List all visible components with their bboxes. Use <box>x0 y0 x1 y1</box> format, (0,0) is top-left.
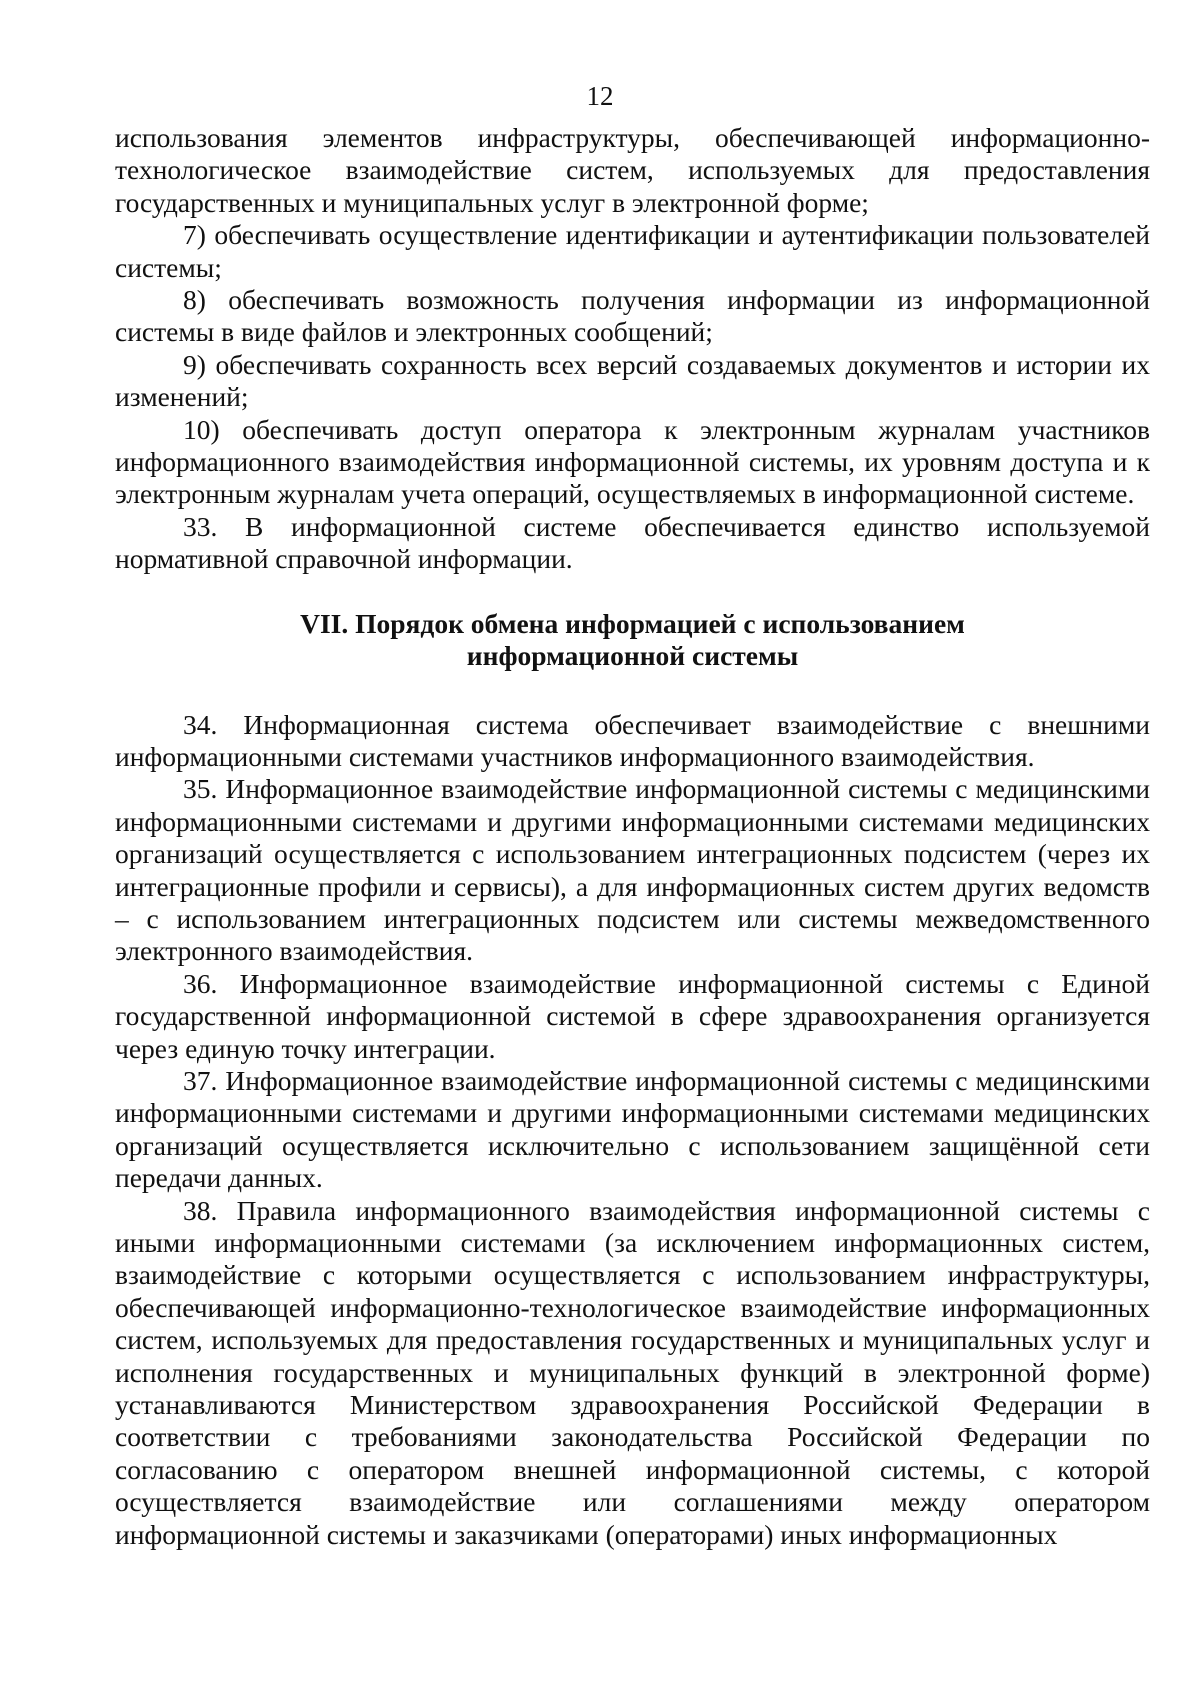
paragraph-item-8: 8) обеспечивать возможность получения информации из информационной системы в виде файлов и электронных сообщений; <box>115 284 1150 348</box>
paragraph-continuation: использования элементов инфраструктуры, обеспечивающей информационно-технологическое взаимодействие систем, используемых для предоставления государственных и муниципальных услуг в электронной форме; <box>115 122 1150 218</box>
section-heading-line-2: информационной системы <box>466 640 799 672</box>
paragraph-34: 34. Информационная система обеспечивает взаимодействие с внешними информационными системами участников информационного взаимодействия. <box>115 708 1150 772</box>
paragraph-item-9: 9) обеспечивать сохранность всех версий создаваемых документов и истории их изменений; <box>115 348 1150 413</box>
paragraph-33: 33. В информационной системе обеспечивается единство используемой нормативной справочной информации. <box>115 510 1150 575</box>
document-body <box>115 122 1150 1551</box>
section-heading <box>115 608 1150 673</box>
paragraph-37: 37. Информационное взаимодействие информационной системы с медицинскими информационными системами и другими информационными системами медицинских организаций осуществляется исключительно с использованием защищённой сети передачи данных. <box>115 1064 1150 1194</box>
page-number: 12 <box>586 81 614 111</box>
section-heading-line-1: VII. Порядок обмена информацией с использованием <box>300 607 965 639</box>
paragraph-35: 35. Информационное взаимодействие информационной системы с медицинскими информационными системами и другими информационными системами медицинских организаций осуществляется с использованием интеграционных подсистем (через их интеграционные профили и сервисы), а для информационных систем других ведомств – с использованием интеграционных подсистем или системы межведомственного электронного взаимодействия. <box>115 773 1150 967</box>
paragraph-item-10: 10) обеспечивать доступ оператора к электронным журналам участников информационного взаимодействия информационной системы, их уровням доступа и к электронным журналам учета операций, осуществляемых в информационной системе. <box>115 413 1150 510</box>
paragraph-item-7: 7) обеспечивать осуществление идентификации и аутентификации пользователей системы; <box>115 219 1150 283</box>
paragraph-36: 36. Информационное взаимодействие информационной системы с Единой государственной информационной системой в сфере здравоохранения организуется через единую точку интеграции. <box>115 967 1150 1064</box>
paragraph-38: 38. Правила информационного взаимодействия информационной системы с иными информационными системами (за исключением информационных систем, взаимодействие с которыми осуществляется с использованием инфраструктуры, обеспечивающей информационно-технологическое взаимодействие информационных систем, используемых для предоставления государственных и муниципальных услуг и исполнения государственных и муниципальных функций в электронной форме) устанавливаются Министерством здравоохранения Российской Федерации в соответствии с требованиями законодательства Российской Федерации по согласованию с оператором внешней информационной системы, с которой осуществляется взаимодействие или соглашениями между оператором информационной системы и заказчиками (операторами) иных информационных <box>115 1194 1150 1550</box>
